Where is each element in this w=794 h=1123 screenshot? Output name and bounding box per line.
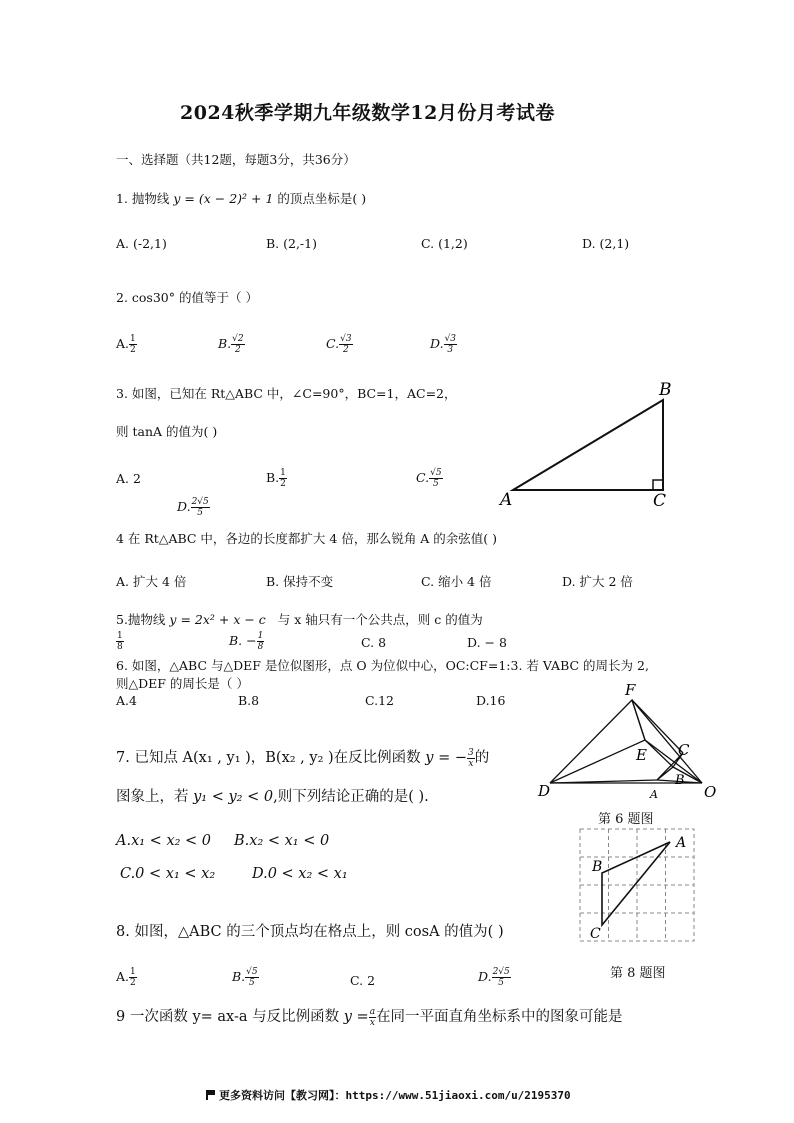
q3-d-label: D. [177, 499, 191, 514]
q7-option-b[interactable]: B.x₂ < x₁ < 0 [234, 833, 330, 849]
q2-d-label: D. [430, 336, 444, 351]
page-title: 2024秋季学期九年级数学12月份月考试卷 [180, 102, 555, 124]
q3-option-a[interactable]: A. 2 [116, 471, 141, 486]
q6-label-a: A [650, 788, 658, 801]
q3-right-angle-mark [653, 480, 663, 490]
q6-label-d: D [538, 782, 551, 800]
q3-d-num: 2√5 [191, 497, 209, 507]
q2-option-b[interactable] [218, 334, 245, 355]
question-9-stem [116, 1005, 623, 1028]
q8-label-b: B [592, 859, 603, 875]
question-6-stem-line1: 6. 如图，△ABC 与△DEF 是位似图形，点 O 为位似中心，OC:CF=1:3. 若 VABC 的周长为 2, [116, 658, 649, 673]
q6-figure-caption: 第 6 题图 [598, 812, 654, 827]
q3-d-den: 5 [197, 508, 204, 518]
q3-label-c: C [653, 491, 667, 510]
flag-icon [206, 1090, 215, 1100]
q2-option-a[interactable] [116, 334, 137, 355]
q8-b-label: B. [232, 969, 246, 984]
q2-option-c[interactable] [326, 334, 353, 355]
q8-label-a: A [676, 835, 687, 851]
q3-b-label: B. [266, 470, 280, 485]
q7-frac-num: 3 [468, 747, 474, 758]
q7-suffix: 的 [474, 750, 490, 766]
question-7-stem-line2 [116, 785, 429, 806]
q7-formula: y = − [425, 750, 467, 766]
q3-label-a: A [500, 490, 513, 510]
q3-c-num: √5 [430, 468, 442, 478]
q2-a-num: 1 [130, 334, 136, 344]
q6-label-f: F [625, 681, 636, 699]
q2-b-label: B. [218, 336, 232, 351]
q1-suffix: 的顶点坐标是( ) [277, 191, 367, 206]
q2-option-d[interactable] [430, 334, 457, 355]
q6-label-b: B [675, 773, 685, 788]
q4-option-c[interactable]: C. 缩小 4 倍 [421, 574, 492, 589]
q7-prefix: 7. 已知点 A(x₁ , y₁ )，B(x₂ , y₂ )在反比例函数 [116, 750, 421, 766]
q8-figure-caption: 第 8 题图 [610, 966, 666, 981]
q7-option-c[interactable]: C.0 < x₁ < x₂ [120, 866, 216, 882]
q5-option-b[interactable] [229, 631, 264, 652]
q6-option-b[interactable]: B.8 [238, 693, 260, 708]
q3-b-den: 2 [280, 479, 286, 489]
q2-b-den: 2 [235, 345, 241, 355]
q3-b-num: 1 [280, 468, 286, 478]
q1-prefix: 1. 抛物线 [116, 191, 170, 206]
q8-option-c[interactable]: C. 2 [350, 973, 376, 988]
question-8-stem: 8. 如图，△ABC 的三个顶点均在格点上，则 cosA 的值为( ) [116, 924, 504, 940]
q2-c-label: C. [326, 336, 340, 351]
q5-b-label: B. − [229, 633, 257, 648]
q8-label-c: C [590, 926, 601, 942]
q8-a-den: 2 [130, 978, 136, 988]
q3-option-d[interactable] [177, 497, 210, 518]
q9-suffix: 在同一平面直角坐标系中的图象可能是 [376, 1009, 623, 1025]
q8-d-den: 5 [498, 978, 505, 988]
q8-option-d[interactable] [478, 967, 511, 988]
q9-formula: y = [343, 1009, 369, 1025]
q7-option-a[interactable]: A.x₁ < x₂ < 0 [116, 833, 212, 849]
q1-option-a[interactable]: A. (-2,1) [116, 236, 167, 251]
q3-label-b: B [659, 380, 672, 400]
question-6-stem-line2: 则△DEF 的周长是（ ） [116, 676, 249, 691]
q5-a-den: 8 [117, 642, 123, 652]
q5-option-d[interactable]: D. − 8 [467, 635, 507, 650]
footer-link[interactable] [206, 1087, 571, 1103]
q8-a-num: 1 [130, 967, 136, 977]
q4-option-a[interactable]: A. 扩大 4 倍 [116, 574, 187, 589]
q5-option-c[interactable]: C. 8 [361, 635, 387, 650]
q3-triangle [513, 400, 663, 490]
q8-option-b[interactable] [232, 967, 259, 988]
q2-b-num: √2 [232, 334, 244, 344]
q6-line-eo [645, 740, 702, 783]
q4-option-b[interactable]: B. 保持不变 [266, 574, 334, 589]
q2-a-label: A. [116, 336, 130, 351]
question-7-stem-line1 [116, 746, 489, 769]
q6-homothety-figure [530, 680, 730, 805]
question-2-stem: 2. cos30° 的值等于（ ） [116, 290, 258, 305]
q7-frac-den: x [468, 758, 474, 769]
q5-a-num: 1 [117, 631, 123, 641]
q3-option-b[interactable] [266, 468, 287, 489]
q9-frac-den: x [369, 1017, 375, 1028]
q6-label-o: O [704, 783, 717, 801]
q5-b-den: 8 [257, 642, 264, 652]
q7-line2-formula: y₁ < y₂ < 0 [193, 789, 274, 805]
q3-c-label: C. [416, 470, 430, 485]
q2-c-num: √3 [340, 334, 352, 344]
question-1-stem [116, 189, 366, 207]
q7-line2-suffix: ,则下列结论正确的是( ). [273, 789, 429, 805]
q5-suffix: 与 x 轴只有一个公共点，则 c 的值为 [277, 612, 483, 627]
q9-frac-num: a [369, 1006, 376, 1017]
q2-a-den: 2 [130, 345, 136, 355]
q5-prefix: 5.抛物线 [116, 612, 166, 627]
q6-label-e: E [636, 746, 647, 764]
q6-option-c[interactable]: C.12 [365, 693, 394, 708]
q2-d-den: 3 [447, 345, 454, 355]
q8-d-num: 2√5 [492, 967, 510, 977]
q1-option-d[interactable]: D. (2,1) [582, 236, 630, 251]
q8-b-den: 5 [249, 978, 255, 988]
q2-d-num: √3 [444, 334, 457, 344]
q4-option-d[interactable]: D. 扩大 2 倍 [562, 574, 633, 589]
q1-option-b[interactable]: B. (2,-1) [266, 236, 317, 251]
q6-triangle-def-left [550, 700, 645, 783]
q8-a-label: A. [116, 969, 130, 984]
q6-option-a[interactable]: A.4 [116, 693, 137, 708]
q7-line2-prefix: 图象上，若 [116, 789, 189, 805]
q3-triangle-figure [495, 375, 685, 510]
question-3-stem-line1: 3. 如图，已知在 Rt△ABC 中，∠C=90°，BC=1，AC=2， [116, 386, 457, 401]
q9-prefix: 9 一次函数 y= ax-a 与反比例函数 [116, 1009, 340, 1025]
q8-option-a[interactable] [116, 967, 137, 988]
q5-b-num: 1 [257, 631, 264, 641]
q2-c-den: 2 [342, 345, 349, 355]
q5-option-a[interactable] [116, 631, 124, 652]
q3-c-den: 5 [432, 479, 439, 489]
q6-option-d[interactable]: D.16 [476, 693, 506, 708]
section-heading: 一、选择题（共12题，每题3分，共36分） [116, 152, 356, 167]
q6-label-c: C [678, 741, 690, 759]
q8-d-label: D. [478, 969, 492, 984]
question-3-stem-line2: 则 tanA 的值为( ) [116, 424, 218, 439]
q8-b-num: √5 [246, 967, 258, 977]
q8-grid-figure [578, 826, 700, 946]
q5-formula: y = 2x² + x − c [169, 612, 266, 627]
question-5-stem [116, 610, 483, 628]
footer-text: 更多资料访问【教习网】：https://www.51jiaoxi.com/u/2195370 [219, 1089, 571, 1102]
question-4-stem: 4 在 Rt△ABC 中，各边的长度都扩大 4 倍，那么锐角 A 的余弦值( ) [116, 531, 498, 546]
q1-formula: y = (x − 2)² + 1 [173, 191, 274, 206]
q7-option-d[interactable]: D.0 < x₂ < x₁ [252, 866, 348, 882]
q3-option-c[interactable] [416, 468, 443, 489]
q1-option-c[interactable]: C. (1,2) [421, 236, 468, 251]
